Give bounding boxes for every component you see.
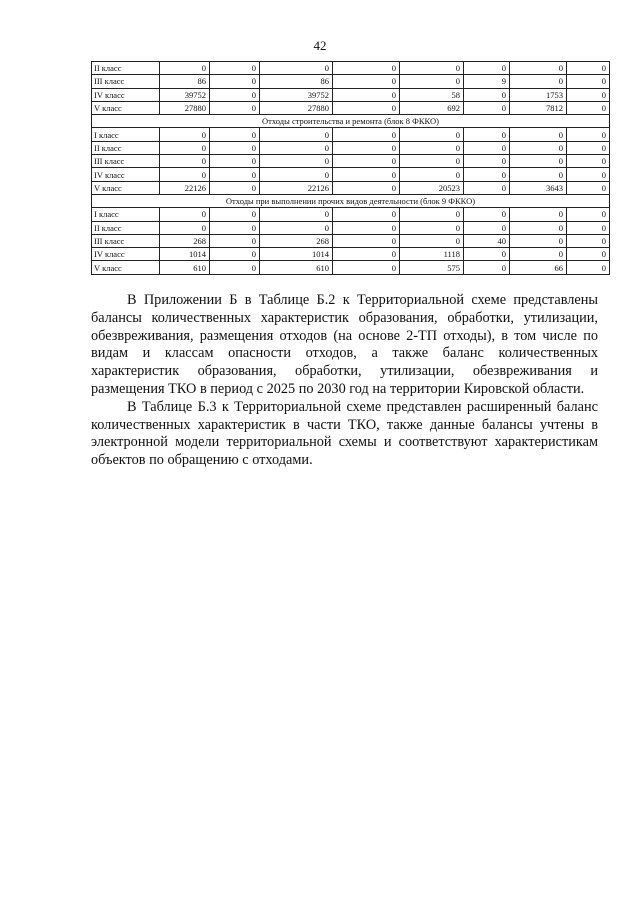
hazard-class-cell: V класс: [92, 261, 160, 274]
table-section-row: [92, 194, 610, 207]
value-cell: 0: [333, 221, 400, 234]
hazard-class-cell: II класс: [92, 141, 160, 154]
value-cell: 9: [464, 75, 510, 88]
value-cell: 1014: [160, 248, 210, 261]
page-number: 42: [313, 38, 327, 53]
section-header: Отходы при выполнении прочих видов деятельности (блок 9 ФККО): [92, 194, 610, 207]
value-cell: 0: [333, 128, 400, 141]
table-row: [92, 88, 610, 101]
value-cell: 0: [160, 155, 210, 168]
value-cell: 0: [210, 88, 260, 101]
value-cell: 20523: [400, 181, 464, 194]
value-cell: 0: [333, 261, 400, 274]
table-section-row: [92, 115, 610, 128]
value-cell: 0: [567, 155, 610, 168]
value-cell: 0: [567, 75, 610, 88]
value-cell: 0: [260, 141, 333, 154]
value-cell: 0: [260, 208, 333, 221]
value-cell: 66: [510, 261, 567, 274]
value-cell: 0: [160, 168, 210, 181]
value-cell: 0: [567, 261, 610, 274]
value-cell: 0: [510, 208, 567, 221]
hazard-class-cell: II класс: [92, 62, 160, 75]
value-cell: 0: [510, 75, 567, 88]
value-cell: 0: [260, 62, 333, 75]
value-cell: 0: [333, 141, 400, 154]
value-cell: 7812: [510, 101, 567, 114]
value-cell: 1118: [400, 248, 464, 261]
value-cell: 0: [464, 221, 510, 234]
value-cell: 0: [333, 62, 400, 75]
value-cell: 0: [400, 141, 464, 154]
value-cell: 0: [464, 261, 510, 274]
waste-balance-table: [91, 61, 610, 275]
table-row: [92, 141, 610, 154]
value-cell: 0: [400, 221, 464, 234]
value-cell: 0: [567, 62, 610, 75]
value-cell: 22126: [160, 181, 210, 194]
value-cell: 27880: [260, 101, 333, 114]
value-cell: 0: [333, 234, 400, 247]
table-row: [92, 168, 610, 181]
value-cell: 0: [400, 234, 464, 247]
value-cell: 0: [464, 62, 510, 75]
value-cell: 58: [400, 88, 464, 101]
value-cell: 0: [400, 62, 464, 75]
value-cell: 0: [464, 181, 510, 194]
value-cell: 86: [160, 75, 210, 88]
hazard-class-cell: V класс: [92, 181, 160, 194]
value-cell: 0: [210, 128, 260, 141]
value-cell: 0: [333, 155, 400, 168]
table-row: [92, 261, 610, 274]
value-cell: 0: [510, 155, 567, 168]
hazard-class-cell: V класс: [92, 101, 160, 114]
value-cell: 0: [210, 234, 260, 247]
value-cell: 0: [464, 128, 510, 141]
table-row: [92, 181, 610, 194]
value-cell: 0: [210, 221, 260, 234]
value-cell: 0: [567, 141, 610, 154]
value-cell: 692: [400, 101, 464, 114]
table-row: [92, 208, 610, 221]
value-cell: 0: [333, 101, 400, 114]
value-cell: 86: [260, 75, 333, 88]
value-cell: 0: [260, 221, 333, 234]
value-cell: 0: [210, 248, 260, 261]
value-cell: 0: [400, 155, 464, 168]
value-cell: 0: [464, 155, 510, 168]
table-row: [92, 248, 610, 261]
value-cell: 610: [260, 261, 333, 274]
table-row: [92, 101, 610, 114]
value-cell: 0: [464, 141, 510, 154]
value-cell: 0: [567, 221, 610, 234]
value-cell: 0: [210, 101, 260, 114]
value-cell: 268: [160, 234, 210, 247]
value-cell: 0: [210, 141, 260, 154]
value-cell: 0: [160, 128, 210, 141]
hazard-class-cell: II класс: [92, 221, 160, 234]
value-cell: 40: [464, 234, 510, 247]
value-cell: 0: [160, 141, 210, 154]
value-cell: 0: [210, 208, 260, 221]
value-cell: 0: [260, 155, 333, 168]
value-cell: 27880: [160, 101, 210, 114]
value-cell: 0: [567, 248, 610, 261]
table-row: [92, 62, 610, 75]
table-row: [92, 128, 610, 141]
table-row: [92, 155, 610, 168]
value-cell: 0: [210, 261, 260, 274]
value-cell: 0: [464, 248, 510, 261]
hazard-class-cell: IV класс: [92, 88, 160, 101]
value-cell: 39752: [260, 88, 333, 101]
value-cell: 0: [333, 208, 400, 221]
value-cell: 0: [567, 181, 610, 194]
value-cell: 1753: [510, 88, 567, 101]
paragraph: В Приложении Б в Таблице Б.2 к Территориальной схеме представлены балансы количественных характеристик образования, обработки, утилизации, обезвреживания, размещения отходов (на основе 2-ТП отходы), в том числе по видам и классам опасности отходов, а также баланс количественных характеристик образования, обработки, утилизации, обезвреживания и размещения ТКО в период с 2025 по 2030 год на территории Кировской области.: [91, 292, 598, 397]
value-cell: 0: [333, 75, 400, 88]
value-cell: 268: [260, 234, 333, 247]
value-cell: 0: [510, 141, 567, 154]
value-cell: 575: [400, 261, 464, 274]
hazard-class-cell: I класс: [92, 128, 160, 141]
value-cell: 0: [567, 208, 610, 221]
table-row: [92, 75, 610, 88]
value-cell: 0: [400, 168, 464, 181]
value-cell: 0: [510, 221, 567, 234]
value-cell: 0: [464, 208, 510, 221]
value-cell: 39752: [160, 88, 210, 101]
table-row: [92, 221, 610, 234]
value-cell: 610: [160, 261, 210, 274]
value-cell: 0: [210, 155, 260, 168]
hazard-class-cell: III класс: [92, 234, 160, 247]
value-cell: 3643: [510, 181, 567, 194]
hazard-class-cell: IV класс: [92, 168, 160, 181]
value-cell: 0: [464, 168, 510, 181]
value-cell: 0: [160, 208, 210, 221]
value-cell: 0: [210, 181, 260, 194]
value-cell: 0: [400, 208, 464, 221]
hazard-class-cell: III класс: [92, 155, 160, 168]
value-cell: 1014: [260, 248, 333, 261]
paragraph: В Таблице Б.3 к Территориальной схеме представлен расширенный баланс количественных характеристик в части ТКО, также данные балансы учтены в электронной модели территориальной схемы и соответствуют характеристикам объектов по обращению с отходами.: [91, 398, 598, 469]
value-cell: 0: [567, 234, 610, 247]
value-cell: 0: [510, 234, 567, 247]
value-cell: 0: [567, 101, 610, 114]
value-cell: 0: [510, 128, 567, 141]
section-header: Отходы строительства и ремонта (блок 8 ФККО): [92, 115, 610, 128]
value-cell: 0: [333, 248, 400, 261]
value-cell: 0: [210, 62, 260, 75]
value-cell: 0: [567, 128, 610, 141]
value-cell: 22126: [260, 181, 333, 194]
value-cell: 0: [510, 168, 567, 181]
value-cell: 0: [210, 75, 260, 88]
value-cell: 0: [260, 168, 333, 181]
table-body: [92, 62, 610, 275]
value-cell: 0: [333, 88, 400, 101]
value-cell: 0: [260, 128, 333, 141]
value-cell: 0: [464, 101, 510, 114]
hazard-class-cell: I класс: [92, 208, 160, 221]
value-cell: 0: [567, 88, 610, 101]
hazard-class-cell: III класс: [92, 75, 160, 88]
value-cell: 0: [160, 221, 210, 234]
body-text: [91, 292, 598, 470]
value-cell: 0: [567, 168, 610, 181]
value-cell: 0: [510, 62, 567, 75]
value-cell: 0: [400, 75, 464, 88]
value-cell: 0: [333, 168, 400, 181]
value-cell: 0: [400, 128, 464, 141]
value-cell: 0: [510, 248, 567, 261]
value-cell: 0: [464, 88, 510, 101]
table-row: [92, 234, 610, 247]
hazard-class-cell: IV класс: [92, 248, 160, 261]
value-cell: 0: [160, 62, 210, 75]
value-cell: 0: [210, 168, 260, 181]
value-cell: 0: [333, 181, 400, 194]
